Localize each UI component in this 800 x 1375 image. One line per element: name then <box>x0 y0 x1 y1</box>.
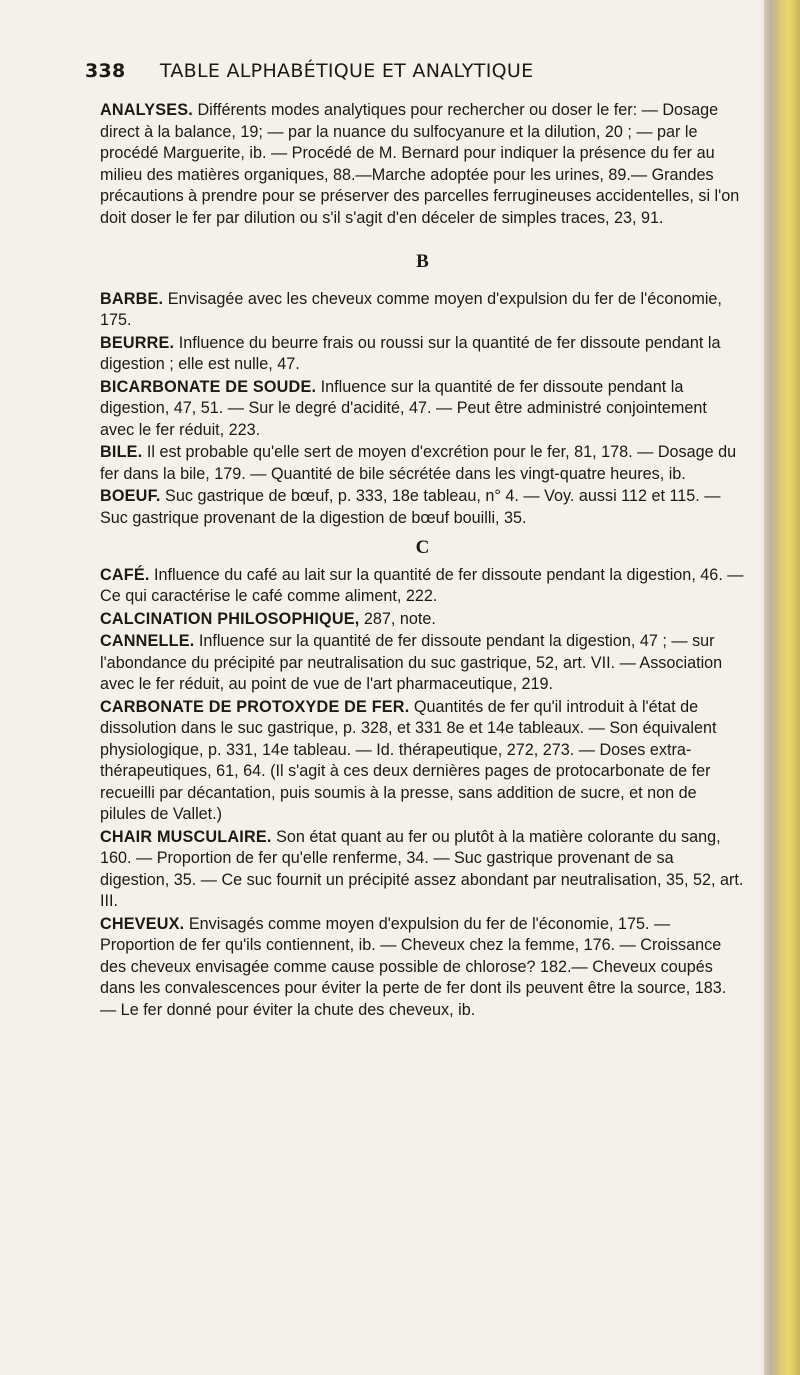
entry-text: Suc gastrique de bœuf, p. 333, 18e tableau, n° 4. — Voy. aussi 112 et 115. — Suc gastrique provenant de la digestion de bœuf bouilli, 35. <box>100 487 721 527</box>
entry-term: BILE. <box>100 443 143 461</box>
page-edge <box>764 0 800 1375</box>
index-entry <box>100 914 745 1022</box>
entry-text: Envisagés comme moyen d'expulsion du fer de l'économie, 175. — Proportion de fer qu'ils contiennent, ib. — Cheveux chez la femme, 176. — Croissance des cheveux envisagée comme cause possible de chlorose? 182.— Cheveux coupés dans les convalescences pour éviter la perte de fer dont ils peuvent être la source, 183. — Le fer donné pour éviter la chute des cheveux, ib. <box>100 914 727 1019</box>
entry-term: CARBONATE DE PROTOXYDE DE FER. <box>100 697 410 716</box>
entry-text: Il est probable qu'elle sert de moyen d'excrétion pour le fer, 81, 178. — Dosage du fer dans la bile, 179. — Quantité de bile sécrétée dans les vingt-quatre heures, ib. <box>100 443 737 483</box>
entry-term: CANNELLE. <box>100 632 195 650</box>
entry-term: BARBE. <box>100 289 164 308</box>
entry-term: CAFÉ. <box>100 565 150 584</box>
index-entry <box>100 609 745 631</box>
entry-text: Quantités de fer qu'il introduit à l'état de dissolution dans le suc gastrique, p. 328, et 331 8e et 14e tableaux. — Son équivalent physiologique, p. 331, 14e tableau. — Id. thérapeutique, 272, 273. — Doses extra-thérapeutiques, 61, 64. (Il s'agit à ces deux dernières pages de protocarbonate de fer recueilli par décantation, puis soumis à la presse, sans addition de sucre, et non de pilules de Vallet.) <box>100 697 717 823</box>
section-letter-b: B <box>416 251 429 272</box>
section-letter-c: C <box>415 537 430 558</box>
entry-text: Influence sur la quantité de fer dissoute pendant la digestion, 47 ; — sur l'abondance du précipité par neutralisation du suc gastrique, 52, art. VII. — Association avec le fer réduit, au point de vue de l'art pharmaceutique, 219. <box>100 632 723 693</box>
index-entry <box>100 827 745 913</box>
entry-text: Son état quant au fer ou plutôt à la matière colorante du sang, 160. — Proportion de fer qu'elle renferme, 34. — Suc gastrique provenant de sa digestion, 35. — Ce suc fournit un précipité assez abondant par neutralisation, 35, 52, art. III. <box>100 827 744 910</box>
entry-term: BOEUF. <box>100 487 161 505</box>
entry-text: Influence du café au lait sur la quantité de fer dissoute pendant la digestion, 46. — Ce qui caractérise le café comme aliment, 222. <box>100 565 744 605</box>
index-entry <box>100 631 745 696</box>
page-number: 338 <box>85 60 126 82</box>
page-header <box>85 60 765 82</box>
index-entry <box>100 486 745 529</box>
entry-text: Influence du beurre frais ou roussi sur la quantité de fer dissoute pendant la digestion ; elle est nulle, 47. <box>100 333 721 373</box>
entry-term: BEURRE. <box>100 333 175 352</box>
entry-text: Influence sur la quantité de fer dissoute pendant la digestion, 47, 51. — Sur le degré d'acidité, 47. — Peut être administré conjointement avec le fer réduit, 223. <box>100 377 707 439</box>
entry-text: 287, note. <box>359 609 436 628</box>
page-edge-shadow <box>759 0 775 1375</box>
index-entry <box>100 289 745 332</box>
index-entry <box>100 697 745 826</box>
index-entry <box>100 100 745 229</box>
page-title: TABLE ALPHABÉTIQUE ET ANALYTIQUE <box>159 60 534 82</box>
entry-term: CHEVEUX. <box>100 914 185 933</box>
index-entry <box>100 333 745 376</box>
entry-text: Différents modes analytiques pour rechercher ou doser le fer: — Dosage direct à la balance, 19; — par la nuance du sulfocyanure et la dilution, 20 ; — par le procédé Marguerite, ib. — Procédé de M. Bernard pour indiquer la présence du fer au milieu des matières organiques, 88.—Marche adoptée pour les urines, 89.— Grandes précautions à prendre pour se préserver des parcelles ferrugineuses accidentelles, si l'on doit doser le fer par dilution ou s'il s'agit d'en déceler de simples traces, 23, 91. <box>100 101 740 227</box>
index-entry <box>100 442 745 485</box>
index-entry <box>100 377 745 442</box>
entry-term: ANALYSES. <box>100 101 193 119</box>
entry-text: Envisagée avec les cheveux comme moyen d'expulsion du fer de l'économie, 175. <box>100 289 722 329</box>
index-entry <box>100 565 745 608</box>
index-content <box>100 100 745 1022</box>
entry-term: CHAIR MUSCULAIRE. <box>100 827 272 846</box>
entry-term: BICARBONATE DE SOUDE. <box>100 377 317 396</box>
entry-term: CALCINATION PHILOSOPHIQUE, <box>100 609 360 628</box>
